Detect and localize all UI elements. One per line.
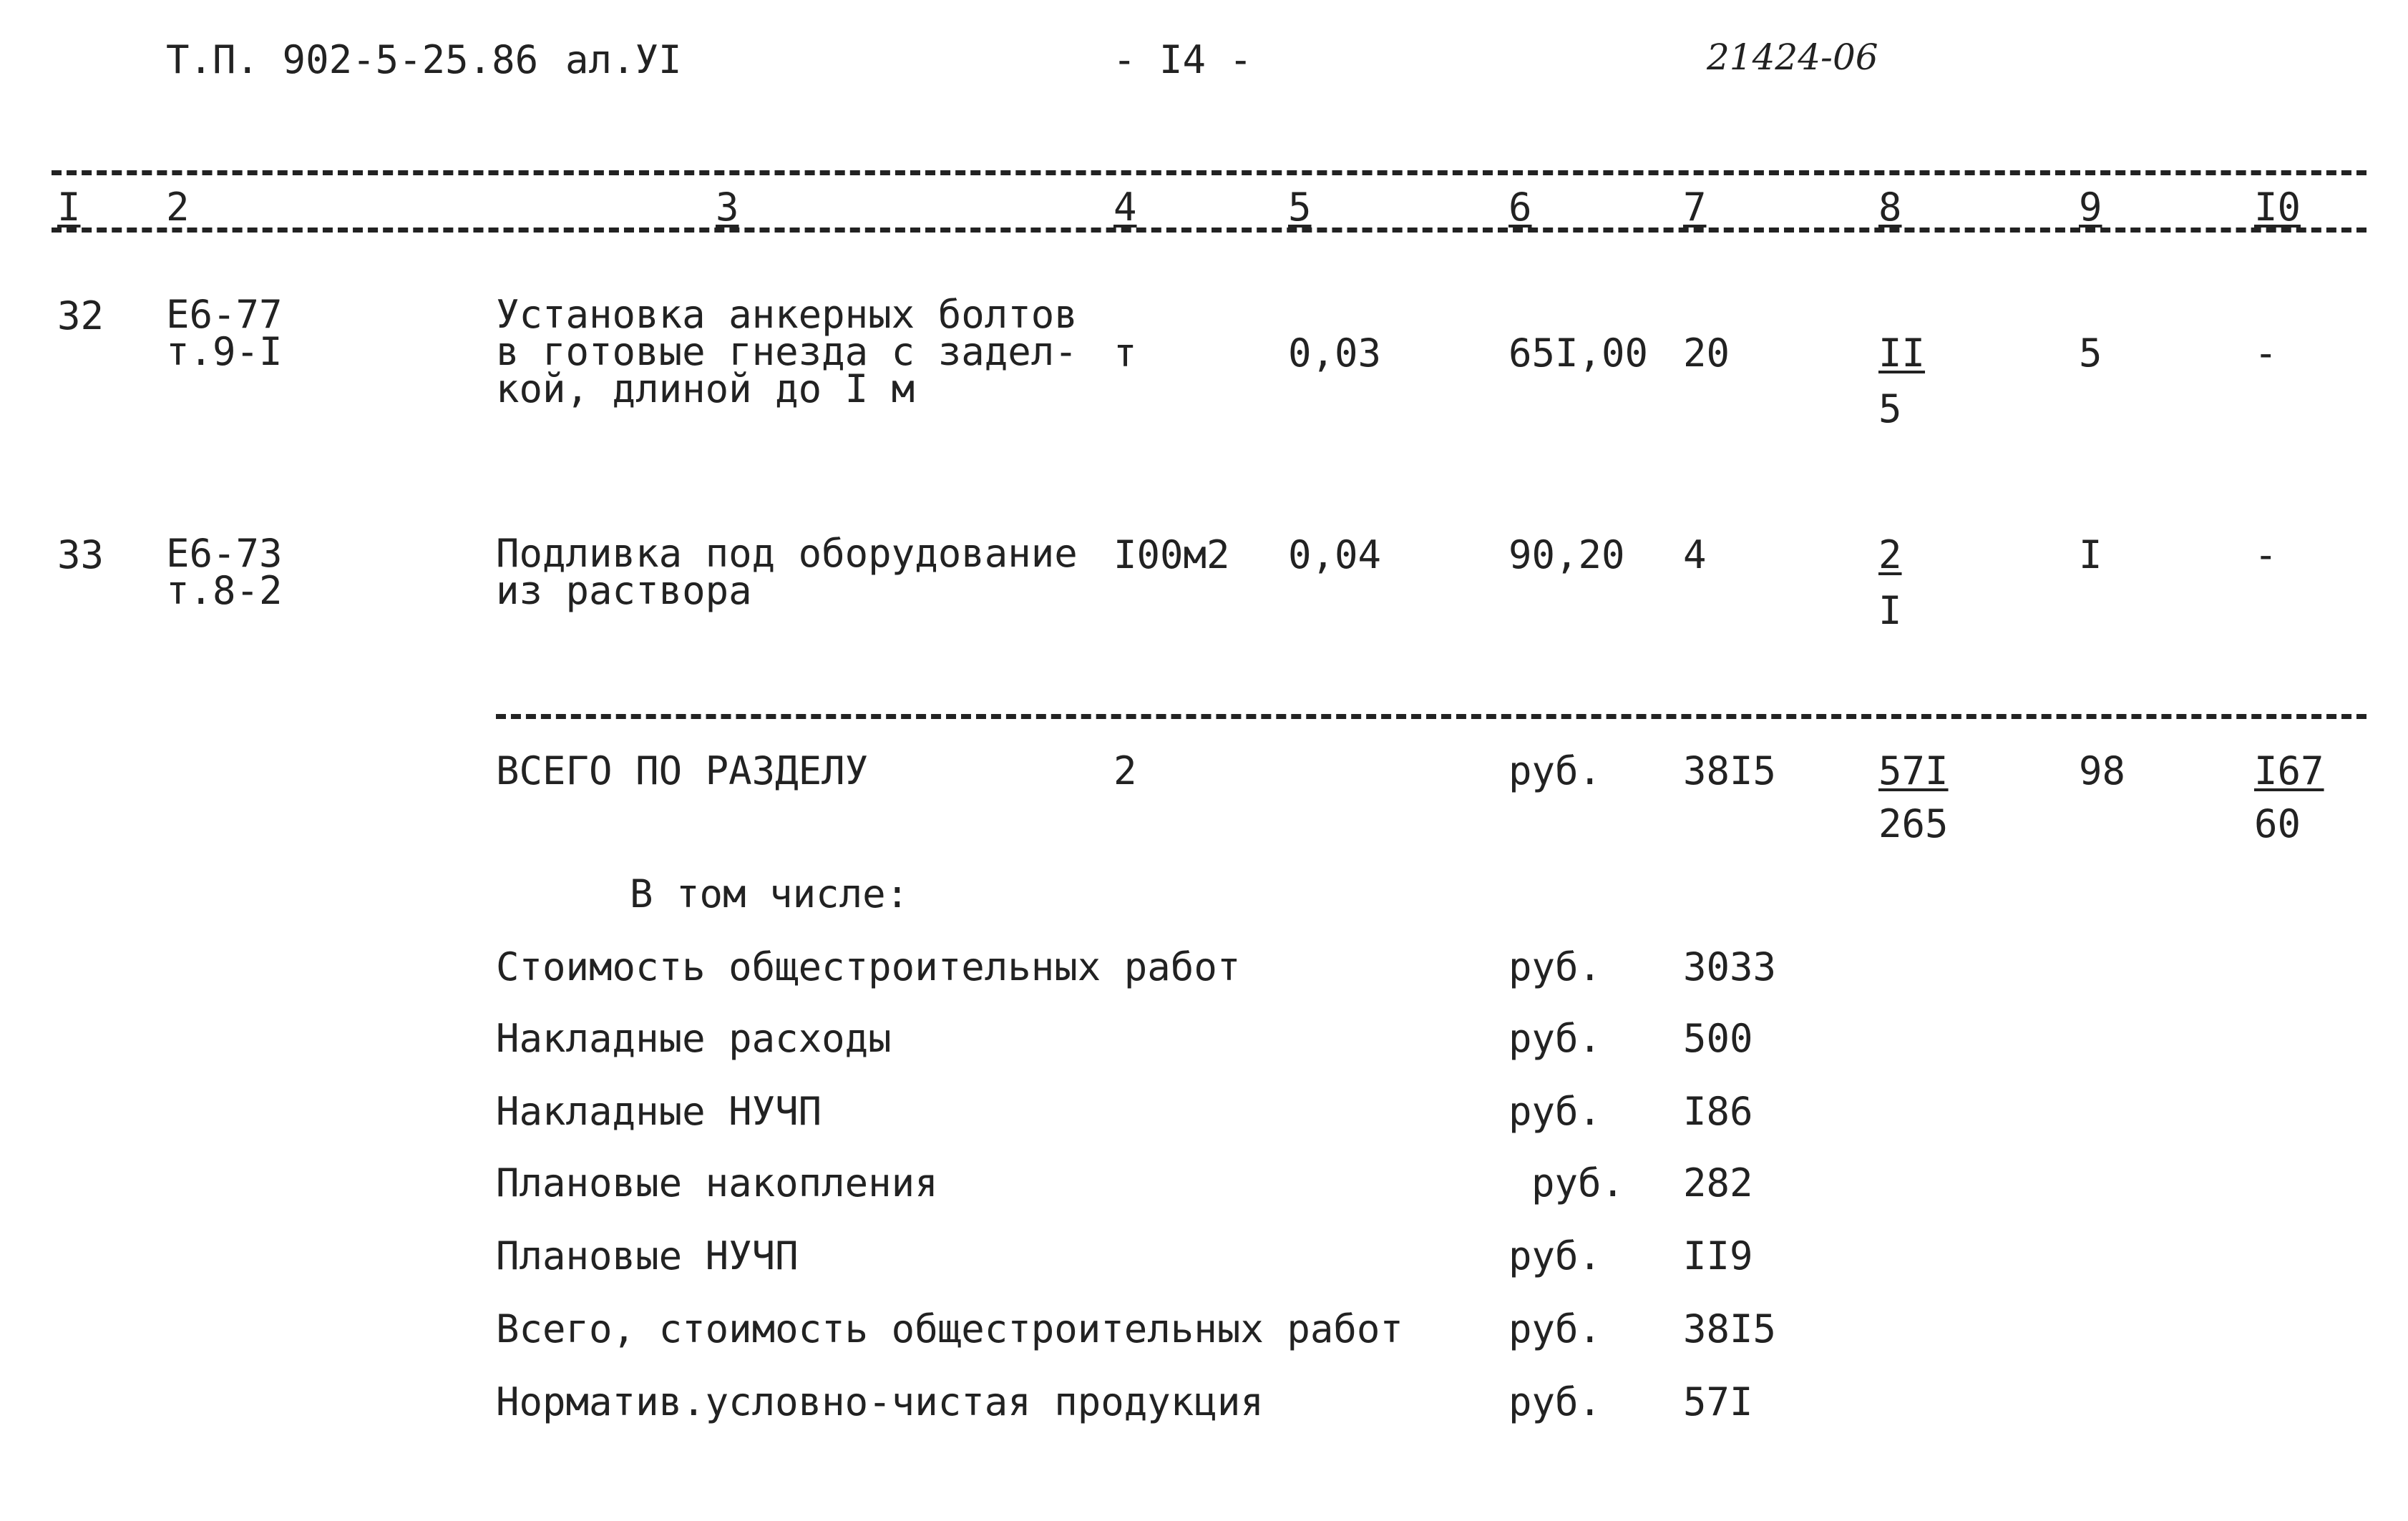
breakdown-value: 282 — [1683, 1160, 1753, 1205]
header-dashed-rule — [52, 228, 2366, 233]
breakdown-value: II9 — [1683, 1233, 1753, 1278]
col-header-3: 3 — [716, 185, 739, 230]
section-total-col8-bottom: 265 — [1878, 801, 1949, 846]
breakdown-value: 57I — [1683, 1379, 1753, 1424]
row-code-line-1: Е6-77 — [166, 292, 283, 337]
row-code-line-2: т.9-I — [166, 329, 283, 374]
row-unit-cost: 90,20 — [1508, 532, 1625, 577]
breakdown-label: Плановые накопления — [496, 1160, 938, 1205]
row-description-line-3: кой, длиной до I м — [496, 366, 915, 411]
col-header-9: 9 — [2079, 185, 2102, 230]
row-col8-bottom: 5 — [1878, 386, 1902, 431]
row-code-line-2: т.8-2 — [166, 568, 283, 613]
handwritten-number: 21424-06 — [1707, 36, 1878, 78]
breakdown-label: Накладные НУЧП — [496, 1089, 822, 1134]
row-quantity: 0,03 — [1288, 331, 1382, 376]
total-dashed-rule — [496, 714, 2366, 719]
breakdown-currency: руб. — [1508, 1089, 1602, 1134]
row-col9: 5 — [2079, 331, 2102, 376]
section-total-currency: руб. — [1508, 748, 1602, 793]
breakdown-currency: руб. — [1531, 1160, 1625, 1205]
row-col10: - — [2254, 331, 2278, 376]
row-number: 32 — [57, 293, 104, 338]
breakdown-value: 3033 — [1683, 944, 1777, 989]
col-header-10: I0 — [2254, 185, 2301, 230]
row-col10: - — [2254, 532, 2278, 577]
breakdown-label: Плановые НУЧП — [496, 1233, 799, 1278]
row-description-line-2: в готовые гнезда с задел- — [496, 329, 1078, 374]
breakdown-value: 38I5 — [1683, 1306, 1777, 1351]
breakdown-currency: руб. — [1508, 944, 1602, 989]
row-unit: I00м2 — [1113, 532, 1230, 577]
breakdown-currency: руб. — [1508, 1379, 1602, 1424]
top-dashed-rule — [52, 170, 2366, 175]
section-total-col10-bottom: 60 — [2254, 801, 2301, 846]
row-total: 4 — [1683, 532, 1707, 577]
row-col9: I — [2079, 532, 2102, 577]
row-unit-cost: 65I,00 — [1508, 331, 1649, 376]
row-col8-bottom: I — [1878, 588, 1902, 633]
row-number: 33 — [57, 532, 104, 577]
col-header-7: 7 — [1683, 185, 1707, 230]
breakdown-currency: руб. — [1508, 1016, 1602, 1061]
row-col8-top: 2 — [1878, 532, 1902, 577]
col-header-2: 2 — [166, 185, 190, 230]
page-number: - I4 - — [1113, 37, 1253, 82]
section-total-col9: 98 — [2079, 748, 2126, 793]
breakdown-label: Стоимость общестроительных работ — [496, 944, 1241, 989]
row-description-line-2: из раствора — [496, 568, 752, 613]
section-total-col10-top: I67 — [2254, 748, 2324, 793]
col-header-1: I — [57, 185, 81, 230]
col-header-6: 6 — [1508, 185, 1532, 230]
breakdown-label: Всего, стоимость общестроительных работ — [496, 1306, 1403, 1351]
row-col8-top: II — [1878, 331, 1926, 376]
breakdown-value: 500 — [1683, 1016, 1753, 1061]
breakdown-label: Норматив.условно-чистая продукция — [496, 1379, 1264, 1424]
col-header-8: 8 — [1878, 185, 1902, 230]
section-total-count: 2 — [1113, 748, 1137, 793]
album-label: ал.УI — [565, 37, 682, 82]
document-code: Т.П. 902-5-25.86 — [166, 37, 539, 82]
row-code-line-1: Е6-73 — [166, 531, 283, 576]
row-quantity: 0,04 — [1288, 532, 1382, 577]
breakdown-label: Накладные расходы — [496, 1016, 892, 1061]
including-label: В том числе: — [630, 871, 910, 916]
section-total-label: ВСЕГО ПО РАЗДЕЛУ — [496, 748, 869, 793]
section-total-col8-top: 57I — [1878, 748, 1949, 793]
row-total: 20 — [1683, 331, 1730, 376]
breakdown-value: I86 — [1683, 1089, 1753, 1134]
breakdown-currency: руб. — [1508, 1306, 1602, 1351]
row-unit: т — [1113, 331, 1137, 376]
section-total-value: 38I5 — [1683, 748, 1777, 793]
row-description-line-1: Подливка под оборудование — [496, 531, 1078, 576]
row-description-line-1: Установка анкерных болтов — [496, 292, 1078, 337]
breakdown-currency: руб. — [1508, 1233, 1602, 1278]
col-header-5: 5 — [1288, 185, 1312, 230]
col-header-4: 4 — [1113, 185, 1137, 230]
